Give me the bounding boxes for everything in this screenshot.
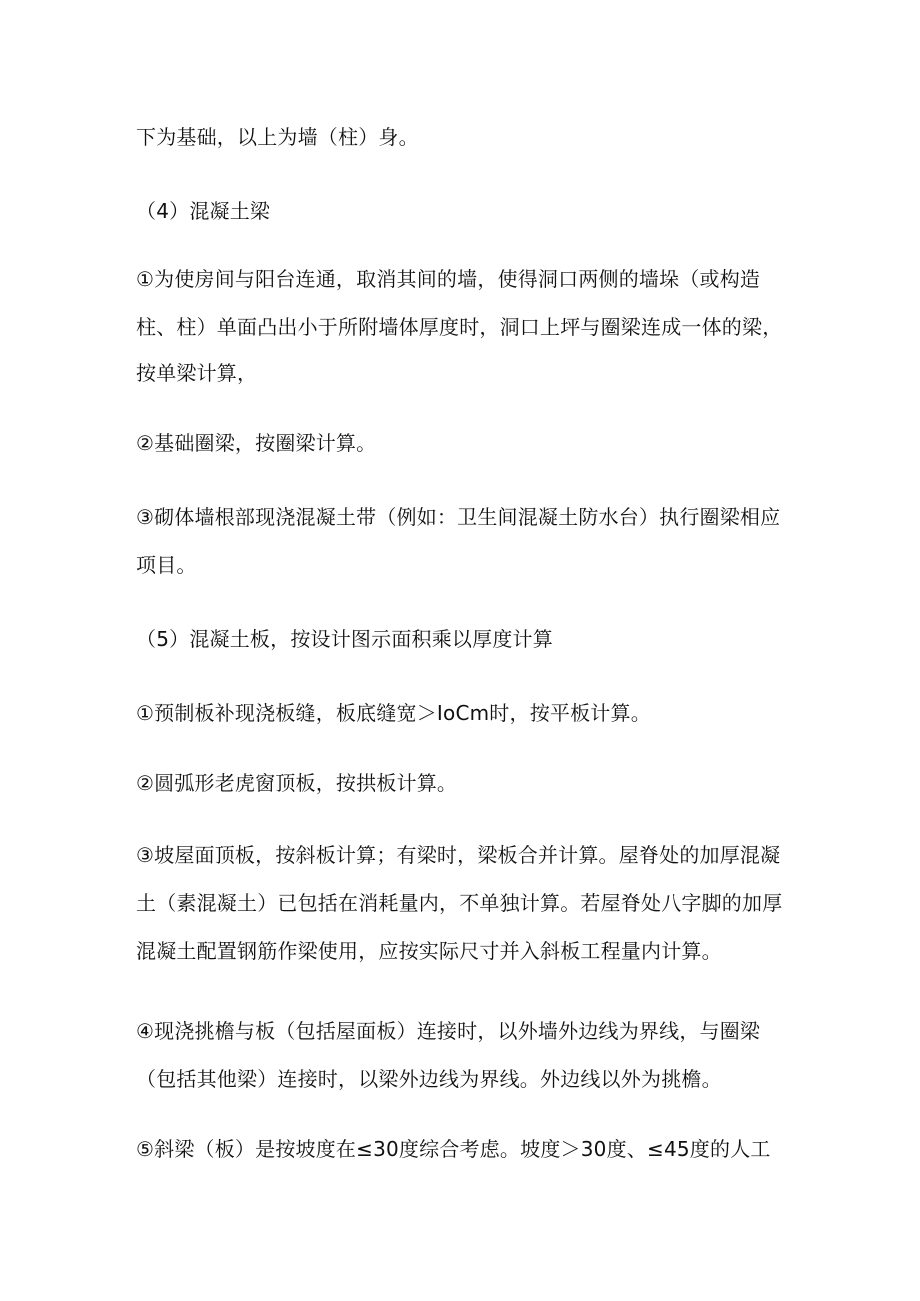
text-line-continuation: 下为基础，以上为墙（柱）身。	[136, 125, 419, 149]
text-line: ②圆弧形老虎窗顶板，按拱板计算。	[136, 771, 458, 795]
text-line: ④现浇挑檐与板（包括屋面板）连接时，以外墙外边线为界线，与圈梁	[136, 1019, 761, 1043]
text-line: ⑤斜梁（板）是按坡度在≤30度综合考虑。坡度＞30度、≤45度的人工	[136, 1137, 771, 1161]
text-line: 混凝土配置钢筋作梁使用，应按实际尺寸并入斜板工程量内计算。	[136, 939, 722, 963]
text-line: 柱、柱）单面凸出小于所附墙体厚度时，洞口上坪与圈梁连成一体的梁，	[136, 315, 783, 339]
text-line: ③坡屋面顶板，按斜板计算；有梁时，梁板合并计算。屋脊处的加厚混凝	[136, 843, 781, 867]
text-line: 按单梁计算，	[136, 361, 258, 385]
text-line: 项目。	[136, 553, 197, 577]
text-line: 土（素混凝土）已包括在消耗量内，不单独计算。若屋脊处八字脚的加厚	[136, 891, 783, 915]
text-line: （包括其他梁）连接时，以梁外边线为界线。外边线以外为挑檐。	[136, 1067, 722, 1091]
section-heading-concrete-beam: （4）混凝土梁	[136, 199, 271, 223]
text-line: ①为使房间与阳台连通，取消其间的墙，使得洞口两侧的墙垛（或构造	[136, 267, 761, 291]
text-line: ①预制板补现浇板缝，板底缝宽＞IoCm时，按平板计算。	[136, 701, 651, 725]
text-line: ②基础圈梁，按圈梁计算。	[136, 431, 377, 455]
text-line: ③砌体墙根部现浇混凝土带（例如：卫生间混凝土防水台）执行圈梁相应	[136, 505, 781, 529]
section-heading-concrete-slab: （5）混凝土板，按设计图示面积乘以厚度计算	[136, 627, 553, 651]
